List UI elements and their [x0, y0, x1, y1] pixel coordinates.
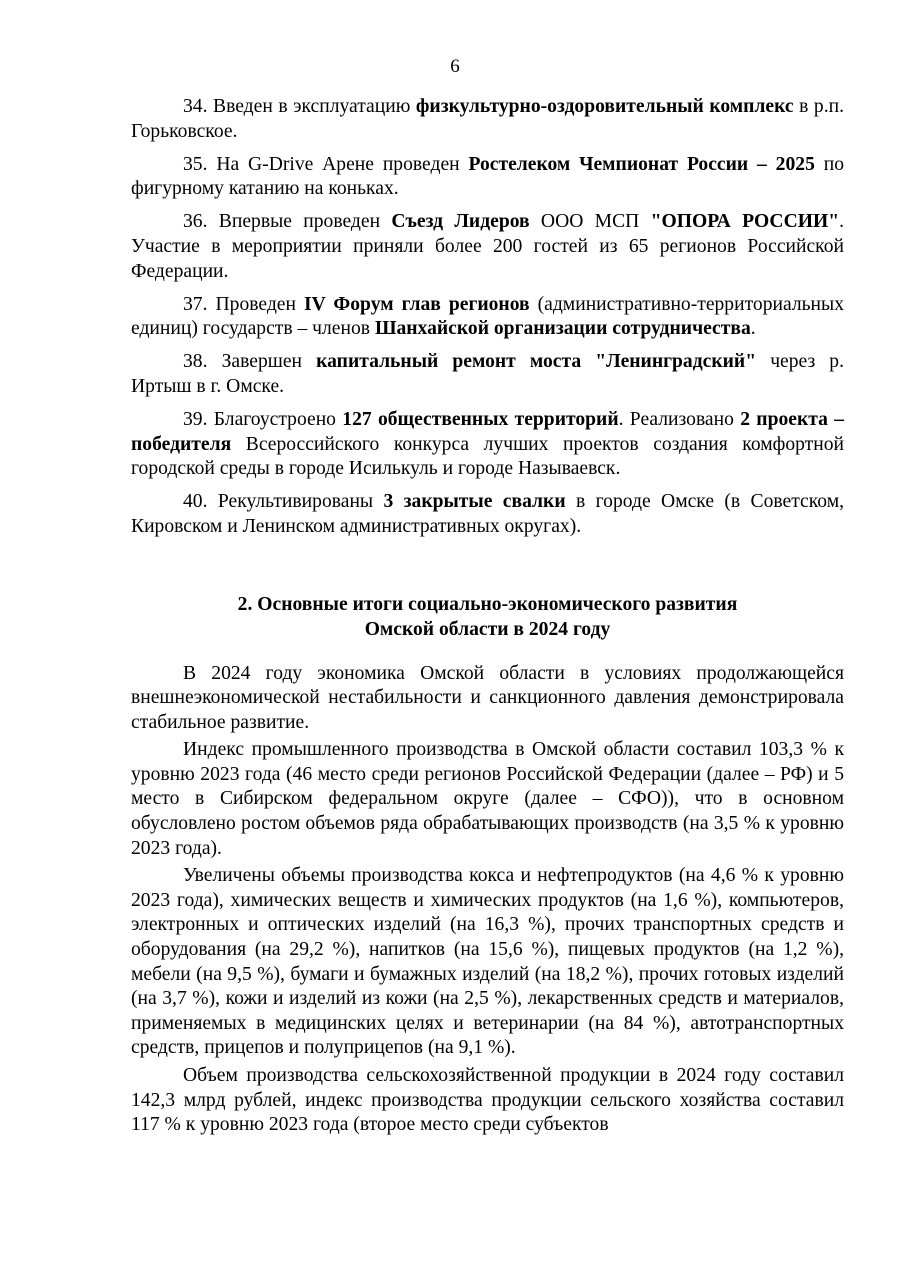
list-item	[131, 153, 844, 202]
list-item-text: Введен в эксплуатацию	[213, 96, 416, 117]
list-item	[131, 408, 844, 482]
list-item-text: Впервые проведен	[218, 211, 392, 233]
list-item-text: . Реализовано	[618, 409, 741, 431]
list-item-emphasis: Шанхайской организации сотрудничества	[374, 318, 751, 340]
list-item-text: по фигурному катанию на коньках.	[131, 153, 844, 200]
list-item-emphasis: 127 общественных территорий	[342, 409, 619, 431]
body-paragraph: В 2024 году экономика Омской области в условиях продолжающейся внешнеэкономической нестабильности и санкционного давления демонстрировала стабильное развитие.	[131, 662, 844, 733]
list-item	[131, 95, 844, 144]
list-item-emphasis: капитальный ремонт моста "Ленинградский"	[316, 351, 757, 373]
list-item-number: 39.	[183, 409, 208, 431]
list-item-text: .	[750, 318, 756, 340]
list-item-emphasis: 2 проекта – победителя	[131, 409, 845, 455]
list-item-number: 40.	[183, 491, 208, 513]
list-item-text: Проведен	[215, 293, 304, 315]
list-item-text: в р.п. Горьковское.	[131, 96, 844, 142]
list-item-emphasis: 3 закрытые свалки	[383, 491, 566, 513]
section-title-line-2: Омской области в 2024 году	[364, 618, 611, 640]
list-item-number: 35.	[183, 153, 208, 175]
list-item-text: ООО МСП	[529, 211, 651, 233]
list-item-emphasis: Съезд Лидеров	[391, 211, 530, 233]
list-item-text: (административно-территориальных единиц) государств – членов	[131, 293, 845, 340]
list-item-text: Благоустроено	[213, 409, 343, 431]
list-item-text: Завершен	[221, 351, 317, 373]
list-item-text: в городе Омске (в Советском, Кировском и Ленинском административных округах).	[131, 491, 844, 537]
list-item-number: 34.	[183, 96, 208, 117]
list-item-text: Всероссийского конкурса лучших проектов создания комфортной городской среды в городе Исилькуль и городе Называевск.	[131, 433, 844, 480]
list-item-number: 36.	[183, 211, 208, 233]
achievements-list	[131, 95, 844, 540]
list-item	[131, 210, 844, 284]
list-item	[131, 350, 844, 399]
list-item-emphasis: Ростелеком Чемпионат России – 2025	[468, 153, 815, 175]
list-item-emphasis: IV Форум глав регионов	[304, 293, 530, 315]
list-item	[131, 490, 844, 539]
body-paragraph: Индекс промышленного производства в Омской области составил 103,3 % к уровню 2023 года (46 место среди регионов Российской Федерации (далее – РФ) и 5 место в Сибирском федеральном округе (далее – СФО)), что в основном обусловлено ростом объемов ряда обрабатывающих производств (на 3,5 % к уровню 2023 года).	[131, 739, 844, 859]
list-item	[131, 293, 844, 342]
list-item-number: 38.	[183, 351, 208, 373]
list-item-text: На G-Drive Арене проведен	[216, 153, 469, 175]
section-title-line-1: 2. Основные итоги социально-экономического развития	[237, 593, 738, 615]
list-item-text: через р. Иртыш в г. Омске.	[131, 351, 845, 397]
list-item-emphasis: "ОПОРА РОССИИ"	[650, 211, 840, 233]
page-number: 6	[450, 56, 460, 77]
body-paragraph: Объем производства сельскохозяйственной продукции в 2024 году составил 142,3 млрд рублей, индекс производства продукции сельского хозяйства составил 117 % к уровню 2023 года (второе место среди субъектов	[131, 1065, 844, 1136]
list-item-text: Рекультивированы	[217, 491, 384, 513]
document-body	[131, 95, 844, 1141]
list-item-text: . Участие в мероприятии приняли более 200 гостей из 65 регионов Российской Федерации.	[131, 211, 844, 282]
list-item-number: 37.	[183, 293, 208, 315]
list-item-emphasis: физкультурно-оздоровительный комплекс	[415, 96, 794, 117]
section-heading	[131, 592, 844, 642]
body-paragraph: Увеличены объемы производства кокса и нефтепродуктов (на 4,6 % к уровню 2023 года), химических веществ и химических продуктов (на 1,6 %), компьютеров, электронных и оптических изделий (на 16,3 %), прочих транспортных средств и оборудования (на 29,2 %), напитков (на 15,6 %), пищевых продуктов (на 1,2 %), мебели (на 9,5 %), бумаги и бумажных изделий (на 18,2 %), прочих готовых изделий (на 3,7 %), кожи и изделий из кожи (на 2,5 %), лекарственных средств и материалов, применяемых в медицинских целях и ветеринарии (на 84 %), автотранспортных средств, прицепов и полуприцепов (на 9,1 %).	[131, 865, 844, 1059]
